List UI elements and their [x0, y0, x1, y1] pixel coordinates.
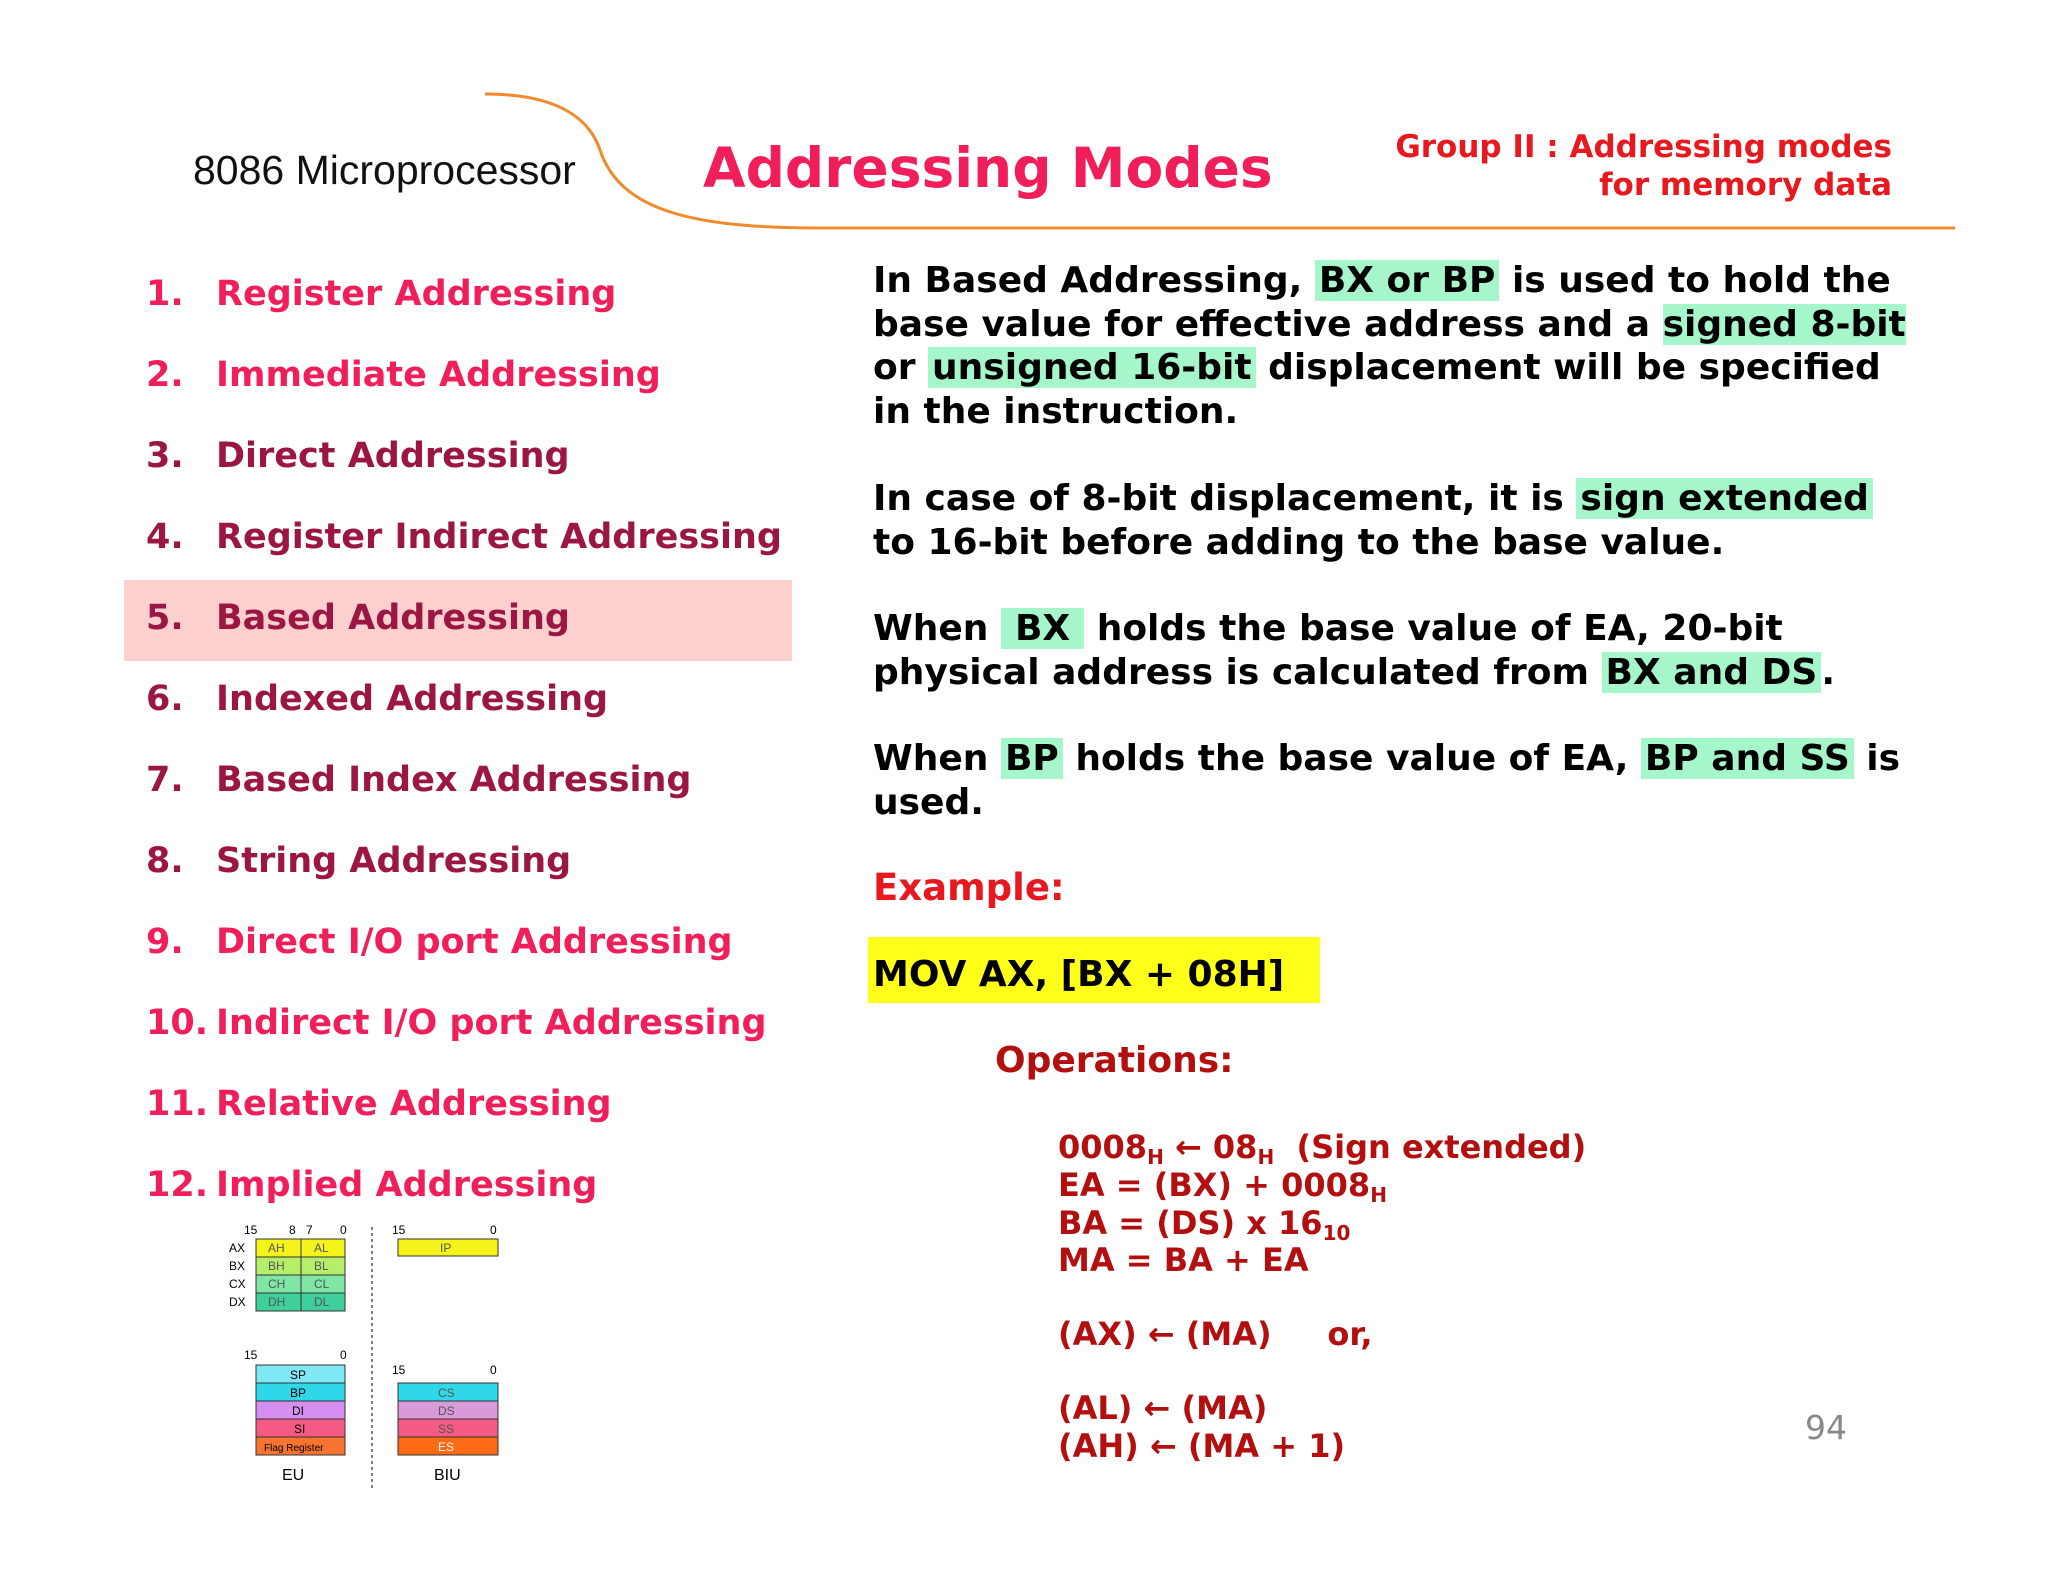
highlight-bx-or-bp: BX or BP	[1315, 260, 1500, 301]
mode-item	[124, 985, 792, 1066]
mode-number: 11.	[146, 1084, 209, 1124]
mode-item	[124, 580, 792, 661]
reg-low: BL	[314, 1259, 329, 1273]
highlight-sign-extended: sign extended	[1576, 478, 1873, 519]
text: When	[873, 738, 989, 779]
reg-low: CL	[314, 1277, 330, 1291]
mode-label: Register Addressing	[216, 274, 617, 314]
segment-registers	[398, 1383, 498, 1455]
operation-line-1	[1058, 1128, 1586, 1169]
text: .	[1821, 651, 1835, 693]
mode-item	[124, 661, 792, 742]
reg-low: DL	[314, 1295, 330, 1309]
text: base value for effective address and a	[873, 303, 1651, 345]
mode-item	[124, 1066, 792, 1147]
group-title	[1332, 128, 1892, 204]
text: of	[1530, 608, 1571, 649]
group-title-line1: Group II : Addressing modes	[1395, 129, 1892, 165]
mode-number: 4.	[146, 517, 184, 557]
text: When	[873, 608, 989, 649]
reg-name: SI	[294, 1422, 306, 1436]
mode-label: Implied Addressing	[216, 1165, 598, 1205]
mode-item	[124, 499, 792, 580]
text: or	[873, 347, 916, 388]
text: the	[1219, 608, 1287, 649]
mode-number: 9.	[146, 922, 184, 962]
mode-number: 7.	[146, 760, 184, 800]
paragraph-sign-extension	[873, 477, 1905, 564]
reg-high: CH	[268, 1277, 286, 1291]
reg-name: AX	[229, 1241, 246, 1255]
highlight-bx: BX	[1001, 608, 1084, 649]
paragraph-bp-base	[873, 737, 1905, 824]
text: base	[1298, 608, 1395, 649]
text: EA,	[1583, 608, 1650, 649]
text: is	[1866, 738, 1901, 779]
page-number: 94	[1805, 1408, 1847, 1447]
paragraph-based-addressing	[873, 259, 1905, 433]
reg-name: DS	[438, 1404, 455, 1418]
mode-label: Immediate Addressing	[216, 355, 661, 395]
text: holds the base value of EA,	[1075, 738, 1629, 779]
mode-label: Indirect I/O port Addressing	[216, 1003, 767, 1043]
reg-high: DH	[268, 1295, 286, 1309]
mode-item	[124, 256, 792, 337]
bit-label: 8	[289, 1223, 296, 1237]
reg-name: DX	[229, 1295, 246, 1309]
reg-name: SS	[438, 1422, 455, 1436]
mode-label: Based Index Addressing	[216, 760, 692, 800]
text: EA = (BX) + 0008	[1058, 1166, 1371, 1204]
reg-name: BX	[229, 1259, 246, 1273]
mode-item	[124, 904, 792, 985]
reg-low: AL	[314, 1241, 329, 1255]
mode-number: 6.	[146, 679, 184, 719]
example-label: Example:	[873, 866, 1065, 909]
mode-item	[124, 418, 792, 499]
text: to 16-bit before adding to the base value.	[873, 521, 1725, 563]
mode-item	[124, 742, 792, 823]
text: is used to hold the	[1511, 260, 1891, 301]
text: 0008	[1058, 1128, 1148, 1166]
text: BA = (DS) x 16	[1058, 1204, 1323, 1242]
operation-line-7: (AH) ← (MA + 1)	[1058, 1427, 1346, 1465]
highlight-bp: BP	[1001, 738, 1063, 779]
highlight-bp-and-ss: BP and SS	[1641, 738, 1854, 779]
text: In case of 8-bit displacement, it is	[873, 478, 1564, 519]
text: value	[1407, 608, 1518, 649]
operation-line-2	[1058, 1166, 1387, 1207]
chip-title: 8086 Microprocessor	[193, 147, 576, 193]
mode-label: Indexed Addressing	[216, 679, 609, 719]
addressing-mode-list	[124, 256, 792, 1228]
mode-item	[124, 337, 792, 418]
operation-line-4: MA = BA + EA	[1058, 1241, 1309, 1279]
mode-item	[124, 823, 792, 904]
mode-label: Register Indirect Addressing	[216, 517, 782, 557]
text: (Sign extended)	[1296, 1128, 1587, 1166]
bit-label: 15	[392, 1363, 406, 1377]
bit-label: 0	[490, 1223, 497, 1237]
mode-number: 12.	[146, 1165, 209, 1205]
operations-label: Operations:	[995, 1040, 1234, 1081]
mode-number: 5.	[146, 598, 184, 638]
text: 20-bit	[1662, 608, 1783, 649]
operation-line-5: (AX) ← (MA) or,	[1058, 1315, 1373, 1353]
general-purpose-registers	[229, 1239, 345, 1311]
text: in the instruction.	[873, 390, 1239, 432]
operation-line-3	[1058, 1204, 1350, 1245]
text: physical address is calculated from	[873, 651, 1589, 693]
mode-label: Direct Addressing	[216, 436, 570, 476]
paragraph-bx-base	[873, 607, 1905, 694]
bit-label: 0	[340, 1223, 347, 1237]
mode-label: Direct I/O port Addressing	[216, 922, 733, 962]
text: holds	[1096, 608, 1207, 649]
highlight-unsigned-16bit: unsigned 16-bit	[928, 347, 1256, 388]
mode-item	[124, 1147, 792, 1228]
reg-name: BP	[290, 1386, 307, 1400]
highlight-signed-8bit: signed 8-bit	[1662, 303, 1906, 345]
slide-title: Addressing Modes	[703, 136, 1273, 200]
reg-name: CX	[229, 1277, 246, 1291]
bit-label: 15	[244, 1348, 258, 1362]
reg-high: AH	[268, 1241, 285, 1255]
text: In Based Addressing,	[873, 260, 1303, 301]
mode-label: Based Addressing	[216, 598, 570, 638]
reg-name: CS	[438, 1386, 455, 1400]
text: ← 08	[1174, 1128, 1258, 1166]
subscript: H	[1370, 1183, 1387, 1207]
text: displacement will be specified	[1268, 347, 1881, 388]
bit-label: 0	[490, 1363, 497, 1377]
reg-name: SP	[290, 1368, 307, 1382]
bit-label: 15	[244, 1223, 258, 1237]
text: used.	[873, 781, 984, 823]
eu-label: EU	[282, 1467, 305, 1484]
example-code: MOV AX, [BX + 08H]	[873, 954, 1285, 995]
reg-high: BH	[268, 1259, 285, 1273]
biu-label: BIU	[434, 1467, 461, 1484]
bit-label: 0	[340, 1348, 347, 1362]
reg-name: ES	[438, 1440, 455, 1454]
highlight-bx-and-ds: BX and DS	[1602, 652, 1822, 693]
register-set-diagram	[224, 1222, 514, 1492]
mode-label: Relative Addressing	[216, 1084, 612, 1124]
bit-label: 7	[306, 1223, 313, 1237]
mode-number: 10.	[146, 1003, 209, 1043]
mode-number: 3.	[146, 436, 184, 476]
subscript: H	[1147, 1145, 1164, 1169]
bit-label: 15	[392, 1223, 406, 1237]
reg-name: DI	[292, 1404, 304, 1418]
mode-number: 8.	[146, 841, 184, 881]
mode-number: 1.	[146, 274, 184, 314]
pointer-index-registers	[256, 1365, 345, 1455]
reg-name: Flag Register	[264, 1443, 324, 1454]
subscript: H	[1257, 1145, 1275, 1169]
group-title-line2: for memory data	[1599, 167, 1892, 203]
mode-number: 2.	[146, 355, 184, 395]
operation-line-6: (AL) ← (MA)	[1058, 1389, 1268, 1427]
reg-name: IP	[440, 1241, 452, 1255]
subscript: 10	[1322, 1221, 1351, 1245]
mode-label: String Addressing	[216, 841, 572, 881]
